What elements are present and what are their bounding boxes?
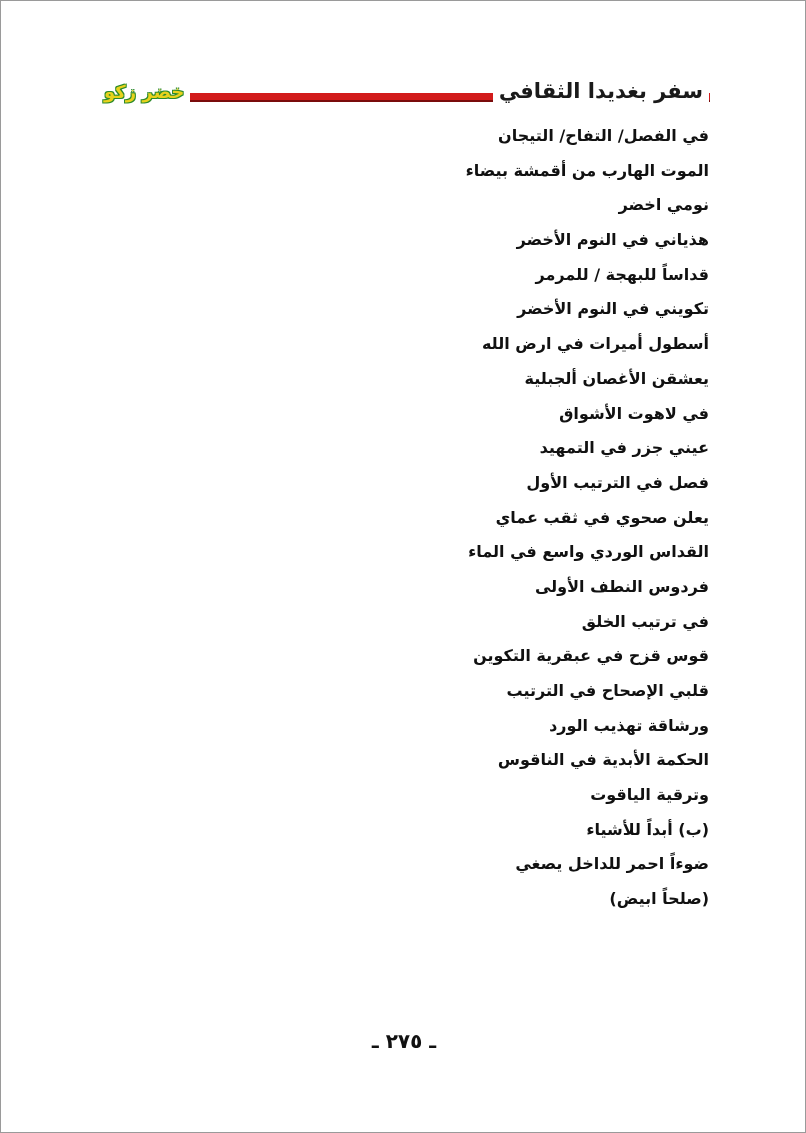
poem-line: قوس قزح في عبقرية التكوين <box>473 646 709 666</box>
poem-line: وترقية الياقوت <box>590 785 709 805</box>
poem-line: القداس الوردي واسع في الماء <box>468 542 709 562</box>
poem-line: تكويني في النوم الأخضر <box>517 299 709 319</box>
book-title: سفر بغديدا الثقافي <box>493 77 709 105</box>
author-name: خضر زكو <box>98 81 190 105</box>
page-header <box>1 1 806 121</box>
poem-line: في الفصل/ التفاح/ التيجان <box>498 126 709 145</box>
poem-line: الموت الهارب من أقمشة بيضاء <box>465 160 709 180</box>
poem-line: في لاهوت الأشواق <box>559 403 709 423</box>
poem-line: قداساً للبهجة / للمرمر <box>535 264 709 284</box>
poem-line: عيني جزر في التمهيد <box>539 438 709 458</box>
poem-line: الحكمة الأبدية في الناقوس <box>497 750 709 770</box>
poem-line: فصل في الترتيب الأول <box>526 472 709 492</box>
poem-line: يعشقن الأغصان ألجبلية <box>524 368 709 388</box>
poem-line: فردوس النطف الأولى <box>534 576 709 596</box>
poem-line: هذياني في النوم الأخضر <box>516 230 709 250</box>
poem-line: يعلن صحوي في ثقب عماي <box>495 507 709 527</box>
page-number: ـ ٢٧٥ ـ <box>371 1029 437 1053</box>
poem-line: ضوءاً احمر للداخل يصغي <box>515 854 709 874</box>
poem-line: في ترتيب الخلق <box>581 611 709 631</box>
poem-line: (صلحاً ابيض) <box>609 889 709 909</box>
poem-line: نومي اخضر <box>618 195 709 215</box>
poem-line: ورشاقة تهذيب الورد <box>549 715 709 735</box>
poem-lines <box>289 119 709 917</box>
poem-line: (ب) أبداً للأشياء <box>586 819 709 839</box>
poem-line: قلبي الإصحاح في الترتيب <box>506 681 709 700</box>
poem-line: أسطول أميرات في ارض الله <box>481 334 709 354</box>
